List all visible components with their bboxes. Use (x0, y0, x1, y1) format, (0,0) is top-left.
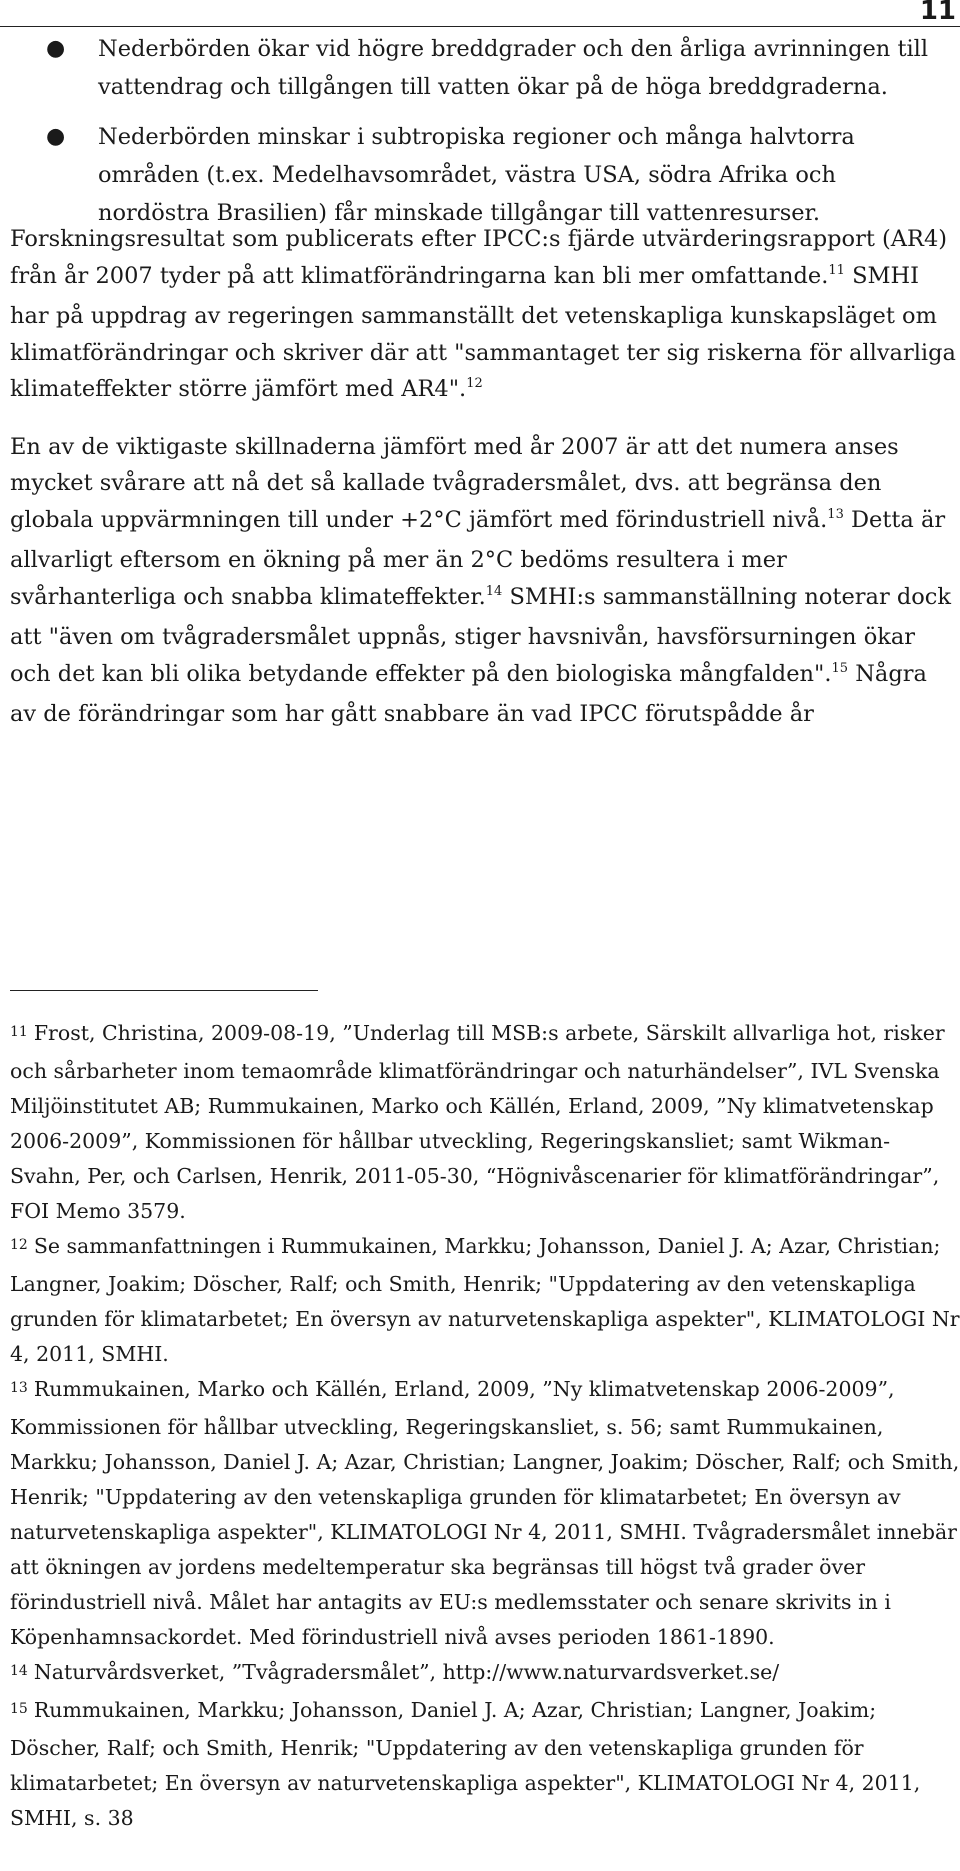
footnote (10, 1693, 960, 1836)
paragraph (10, 221, 960, 412)
footnote-text: Rummukainen, Markku; Johansson, Daniel J. A; Azar, Christian; Langner, Joakim; Döscher, Ralf; och Smith, Henrik; "Uppdatering av den vetenskapliga grunden för klimatarbetet; En översyn av naturvetenskapliga aspekter", KLIMATOLOGI Nr 4, 2011, SMHI, s. 38 (10, 1698, 921, 1830)
footnote-text: Naturvårdsverket, ”Tvågradersmålet”, http://www.naturvardsverket.se/ (33, 1660, 780, 1684)
footnote-ref[interactable]: 13 (827, 506, 844, 522)
bullet-item (0, 118, 938, 232)
paragraph-text: Detta är allvarligt eftersom en ökning på mer än 2°C bedöms resultera i mer svårhanterliga och snabba klimateffekter. (10, 506, 946, 610)
bullet-text: Nederbörden minskar i subtropiska regioner och många halvtorra områden (t.ex. Medelhavsområdet, västra USA, södra Afrika och nordöstra Brasilien) får minskade tillgångar till vattenresurser. (98, 124, 855, 226)
bullet-icon: ● (46, 124, 66, 149)
footnote-text: Frost, Christina, 2009-08-19, ”Underlag till MSB:s arbete, Särskilt allvarliga hot, risker och sårbarheter inom temaområde klimatförändringar och naturhändelser”, IVL Svenska Miljöinstitutet AB; Rummukainen, Marko och Källén, Erland, 2009, ”Ny klimatvetenskap 2006-2009”, Kommissionen för hållbar utveckling, Regeringskansliet; samt Wikman-Svahn, Per, och Carlsen, Henrik, 2011-05-30, “Högnivåscenarier för klimatförändringar”, FOI Memo 3579. (10, 1021, 945, 1223)
bullet-icon: ● (46, 36, 66, 61)
paragraph-text: SMHI har på uppdrag av regeringen sammanställt det vetenskapliga kunskapsläget om klimatförändringar och skriver där att "sammantaget ter sig riskerna för allvarliga klimateffekter större jämfört med AR4". (10, 262, 956, 402)
paragraph-text: Forskningsresultat som publicerats efter IPCC:s fjärde utvärderingsrapport (AR4) från år 2007 tyder på att klimatförändringarna kan bli mer omfattande. (10, 226, 948, 289)
footnote-ref[interactable]: 12 (466, 376, 483, 391)
footnote-ref[interactable]: 14 (485, 583, 503, 599)
footnote-text: Se sammanfattningen i Rummukainen, Markku; Johansson, Daniel J. A; Azar, Christian; Langner, Joakim; Döscher, Ralf; och Smith, Henrik; "Uppdatering av den vetenskapliga grunden för klimatarbetet; En översyn av naturvetenskapliga aspekter", KLIMATOLOGI Nr 4, 2011, SMHI. (10, 1234, 960, 1366)
bullet-text: Nederbörden ökar vid högre breddgrader och den årliga avrinningen till vattendrag och tillgången till vatten ökar på de höga breddgraderna. (98, 36, 929, 100)
page-number: 11 (919, 0, 956, 26)
footnote (10, 1229, 960, 1372)
footnote-number: 11 (10, 1024, 28, 1040)
paragraph (10, 429, 960, 733)
footnote-ref[interactable]: 15 (831, 660, 849, 676)
body-text (10, 221, 960, 750)
footnote-number: 14 (10, 1663, 28, 1679)
paragraph-text: SMHI:s sammanställning noterar dock att "även om tvågradersmålet uppnås, stiger havsnivån, havsförsurningen ökar och det kan bli olika betydande effekter på den biologiska mångfalden". (10, 583, 952, 687)
paragraph-text: Några av de förändringar som har gått snabbare än vad IPCC förutspådde år (10, 660, 927, 727)
footnote-number: 12 (10, 1237, 28, 1253)
footnotes (10, 1016, 960, 1836)
footnote-ref[interactable]: 11 (828, 262, 845, 278)
paragraph-text: En av de viktigaste skillnaderna jämfört med år 2007 är att det numera anses mycket svårare att nå det så kallade tvågradersmålet, dvs. att begränsa den globala uppvärmningen till under +2°C jämfört med förindustriell nivå. (10, 433, 899, 533)
footnote (10, 1655, 960, 1693)
footnote-separator (10, 990, 318, 991)
footnote-number: 15 (10, 1701, 28, 1717)
bullet-item (0, 30, 938, 106)
header-rule (0, 26, 960, 27)
footnote-text: Rummukainen, Marko och Källén, Erland, 2009, ”Ny klimatvetenskap 2006-2009”, Kommissionen för hållbar utveckling, Regeringskansliet, s. 56; samt Rummukainen, Markku; Johansson, Daniel J. A; Azar, Christian; Langner, Joakim; Döscher, Ralf; och Smith, Henrik; "Uppdatering av den vetenskapliga grunden för klimatarbetet; En översyn av naturvetenskapliga aspekter", KLIMATOLOGI Nr 4, 2011, SMHI. Tvågradersmålet innebär att ökningen av jordens medeltemperatur ska begränsas till högst två grader över förindustriell nivå. Målet har antagits av EU:s medlemsstater och senare skrivits in i Köpenhamnsackordet. Med förindustriell nivå avses perioden 1861-1890. (10, 1377, 960, 1649)
footnote (10, 1016, 960, 1229)
footnote-number: 13 (10, 1380, 28, 1396)
footnote (10, 1372, 960, 1655)
bullet-list (0, 30, 960, 244)
